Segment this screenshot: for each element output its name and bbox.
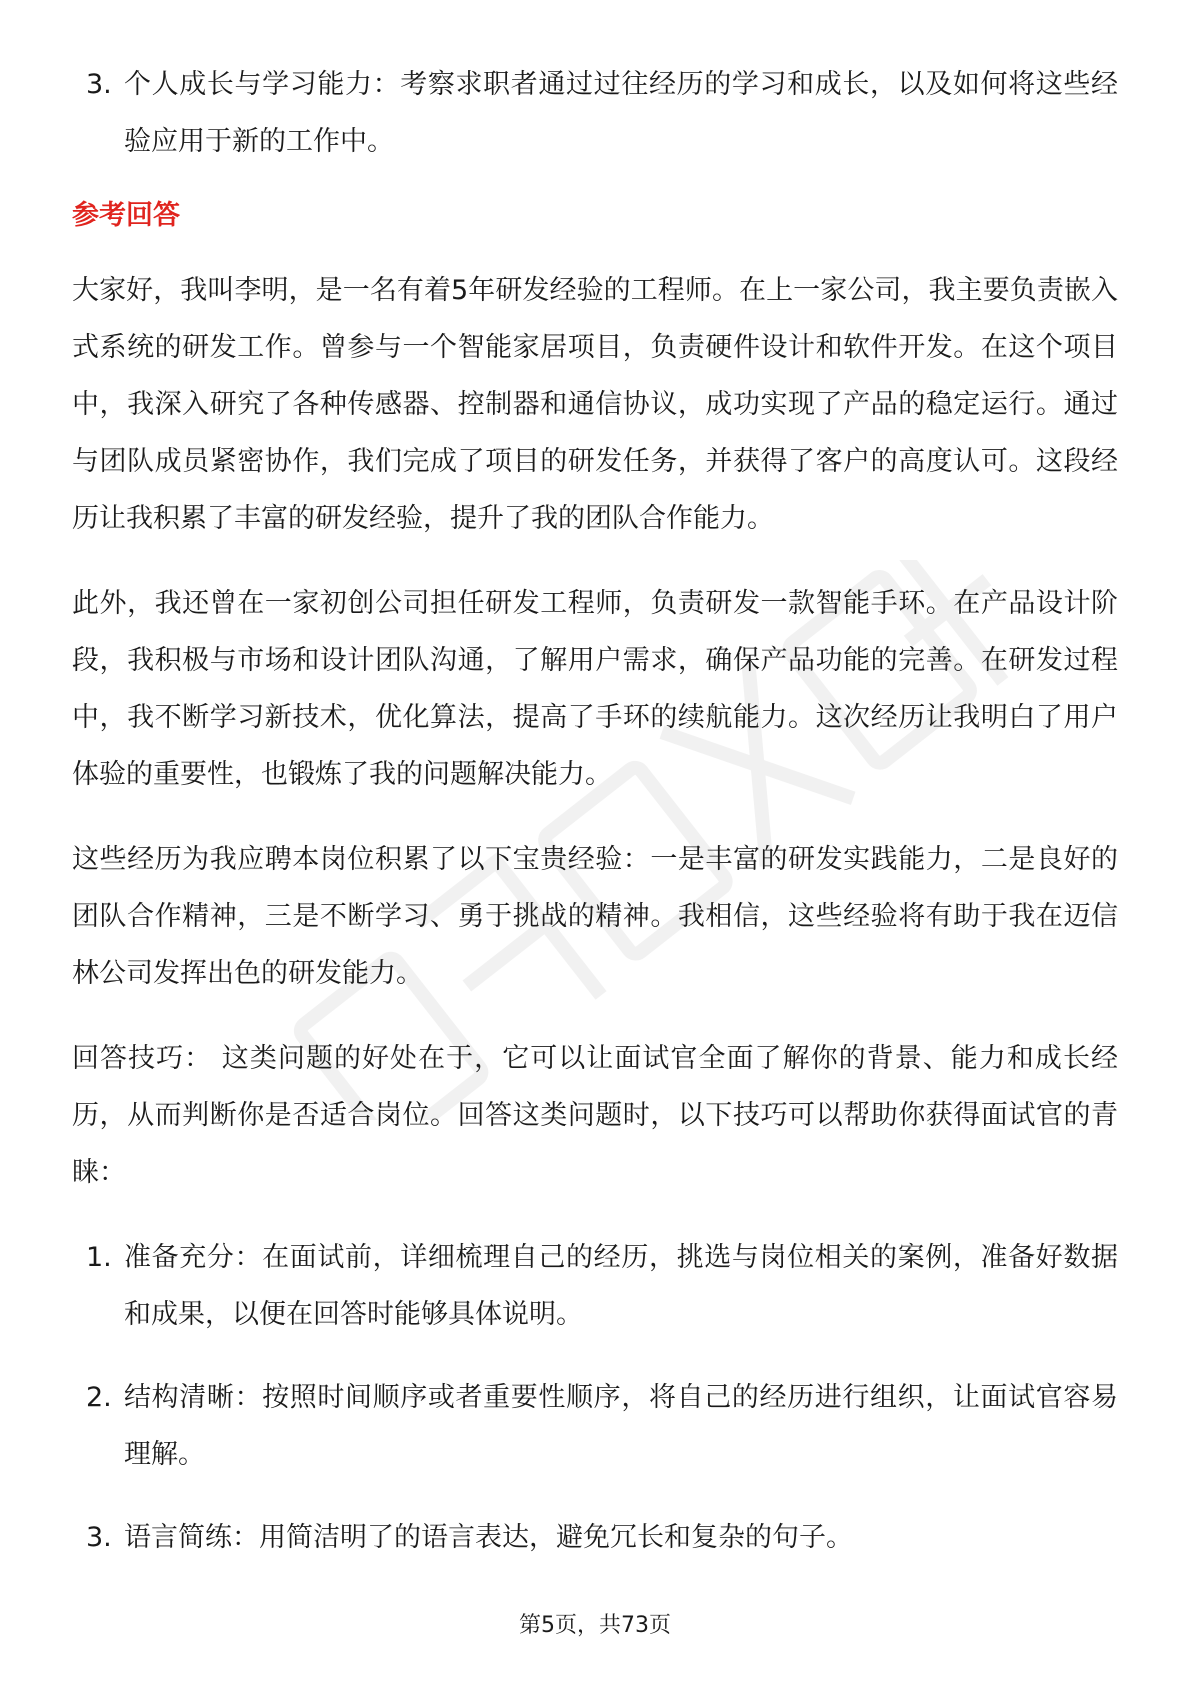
- page-content: [72, 56, 1118, 1566]
- paragraph-intro: 大家好，我叫李明，是一名有着5年研发经验的工程师。在上一家公司，我主要负责嵌入式系统的研发工作。曾参与一个智能家居项目，负责硬件设计和软件开发。在这个项目中，我深入研究了各种传感器、控制器和通信协议，成功实现了产品的稳定运行。通过与团队成员紧密协作，我们完成了项目的研发任务，并获得了客户的高度认可。这段经历让我积累了丰富的研发经验，提升了我的团队合作能力。: [72, 275, 1118, 534]
- list-number: 2.: [86, 1382, 112, 1413]
- list-text: 准备充分：在面试前，详细梳理自己的经历，挑选与岗位相关的案例，准备好数据和成果，以便在回答时能够具体说明。: [124, 1242, 1118, 1330]
- tip-item: [72, 1369, 1118, 1483]
- list-item: [72, 56, 1118, 170]
- page-footer: 第5页，共73页: [519, 1613, 671, 1638]
- tip-item: [72, 1509, 1118, 1566]
- list-number: 3.: [86, 1522, 112, 1553]
- paragraph-tips-intro: 回答技巧： 这类问题的好处在于，它可以让面试官全面了解你的背景、能力和成长经历，从而判断你是否适合岗位。回答这类问题时，以下技巧可以帮助你获得面试官的青睐：: [72, 1043, 1118, 1188]
- list-number: 3.: [86, 69, 112, 100]
- paragraph-startup: 此外，我还曾在一家初创公司担任研发工程师，负责研发一款智能手环。在产品设计阶段，我积极与市场和设计团队沟通，了解用户需求，确保产品功能的完善。在研发过程中，我不断学习新技术，优化算法，提高了手环的续航能力。这次经历让我明白了用户体验的重要性，也锻炼了我的问题解决能力。: [72, 588, 1118, 790]
- list-number: 1.: [86, 1242, 112, 1273]
- answer-heading: 参考回答: [72, 200, 180, 231]
- tip-item: [72, 1229, 1118, 1343]
- list-text: 个人成长与学习能力：考察求职者通过过往经历的学习和成长，以及如何将这些经验应用于新的工作中。: [124, 69, 1118, 157]
- list-text: 结构清晰：按照时间顺序或者重要性顺序，将自己的经历进行组织，让面试官容易理解。: [124, 1382, 1118, 1470]
- list-text: 语言简练：用简洁明了的语言表达，避免冗长和复杂的句子。: [124, 1522, 853, 1553]
- paragraph-summary: 这些经历为我应聘本岗位积累了以下宝贵经验：一是丰富的研发实践能力，二是良好的团队合作精神，三是不断学习、勇于挑战的精神。我相信，这些经验将有助于我在迈信林公司发挥出色的研发能力。: [72, 844, 1118, 989]
